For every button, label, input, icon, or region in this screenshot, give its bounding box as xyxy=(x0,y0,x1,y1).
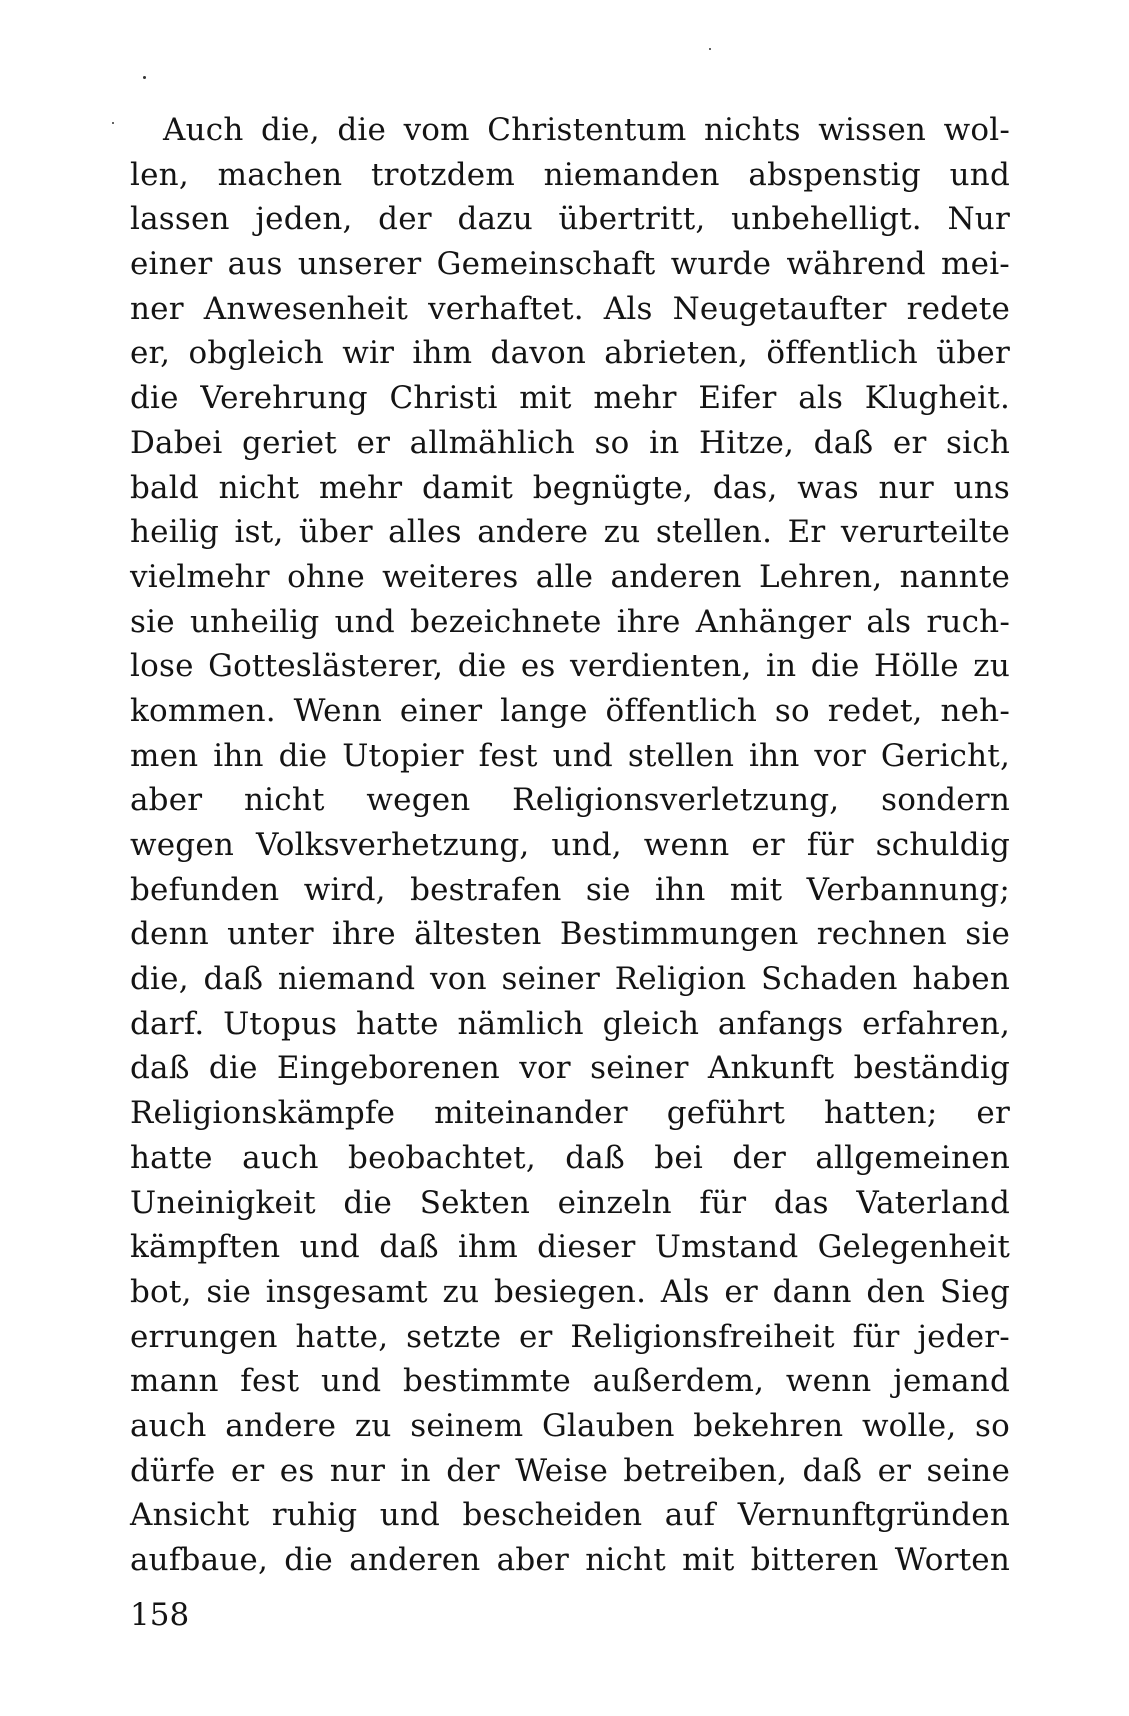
text-line: hatte auch beobachtet, daß bei der allgemeinen xyxy=(130,1139,1010,1176)
text-line: kommen. Wenn einer lange öffentlich so redet, neh- xyxy=(130,692,1010,729)
text-line: len, machen trotzdem niemanden abspenstig und xyxy=(130,156,1010,193)
body-text xyxy=(130,108,1010,1583)
scan-speck xyxy=(112,122,114,124)
text-line: einer aus unserer Gemeinschaft wurde während mei- xyxy=(130,246,1010,283)
text-line: Religionskämpfe miteinander geführt hatten; er xyxy=(130,1095,1010,1132)
text-line: Auch die, die vom Christentum nichts wissen wol- xyxy=(163,112,1010,148)
text-line: errungen hatte, setzte er Religionsfreiheit für jeder- xyxy=(130,1318,1010,1355)
text-line: men ihn die Utopier fest und stellen ihn vor Gericht, xyxy=(130,737,1010,774)
text-line: bald nicht mehr damit begnügte, das, was nur uns xyxy=(130,469,1010,506)
text-line: befunden wird, bestrafen sie ihn mit Verbannung; xyxy=(130,871,1010,908)
text-line: mann fest und bestimmte außerdem, wenn jemand xyxy=(130,1363,1010,1400)
page-number: 158 xyxy=(130,1597,190,1633)
text-line: Ansicht ruhig und bescheiden auf Vernunftgründen xyxy=(130,1497,1010,1534)
text-line: kämpften und daß ihm dieser Umstand Gelegenheit xyxy=(130,1229,1010,1266)
text-line: lose Gotteslästerer, die es verdienten, in die Hölle zu xyxy=(130,648,1010,685)
text-line: Uneinigkeit die Sekten einzeln für das Vaterland xyxy=(130,1184,1010,1221)
text-line: auch andere zu seinem Glauben bekehren wolle, so xyxy=(130,1407,1010,1444)
text-line: die, daß niemand von seiner Religion Schaden haben xyxy=(130,961,1010,998)
text-line: heilig ist, über alles andere zu stellen. Er verurteilte xyxy=(130,514,1010,551)
scan-speck xyxy=(143,76,146,79)
text-line: wegen Volksverhetzung, und, wenn er für schuldig xyxy=(130,827,1010,863)
text-line: bot, sie insgesamt zu besiegen. Als er dann den Sieg xyxy=(130,1273,1010,1310)
text-line: Dabei geriet er allmählich so in Hitze, daß er sich xyxy=(130,424,1010,461)
text-line: aufbaue, die anderen aber nicht mit bitteren Worten xyxy=(130,1542,1010,1578)
text-line: dürfe er es nur in der Weise betreiben, daß er seine xyxy=(130,1452,1010,1489)
text-line: er, obgleich wir ihm davon abrieten, öffentlich über xyxy=(130,335,1010,372)
text-line: aber nicht wegen Religionsverletzung, sondern xyxy=(130,782,1010,819)
text-line: die Verehrung Christi mit mehr Eifer als Klugheit. xyxy=(130,380,1010,417)
text-line: vielmehr ohne weiteres alle anderen Lehren, nannte xyxy=(130,558,1010,595)
text-line: darf. Utopus hatte nämlich gleich anfangs erfahren, xyxy=(130,1005,1010,1042)
scan-speck xyxy=(709,48,711,50)
text-line: daß die Eingeborenen vor seiner Ankunft beständig xyxy=(130,1050,1010,1087)
text-line: denn unter ihre ältesten Bestimmungen rechnen sie xyxy=(130,916,1010,953)
text-line: ner Anwesenheit verhaftet. Als Neugetaufter redete xyxy=(130,290,1010,327)
text-line: lassen jeden, der dazu übertritt, unbehelligt. Nur xyxy=(130,201,1010,238)
text-line: sie unheilig und bezeichnete ihre Anhänger als ruch- xyxy=(130,603,1010,640)
